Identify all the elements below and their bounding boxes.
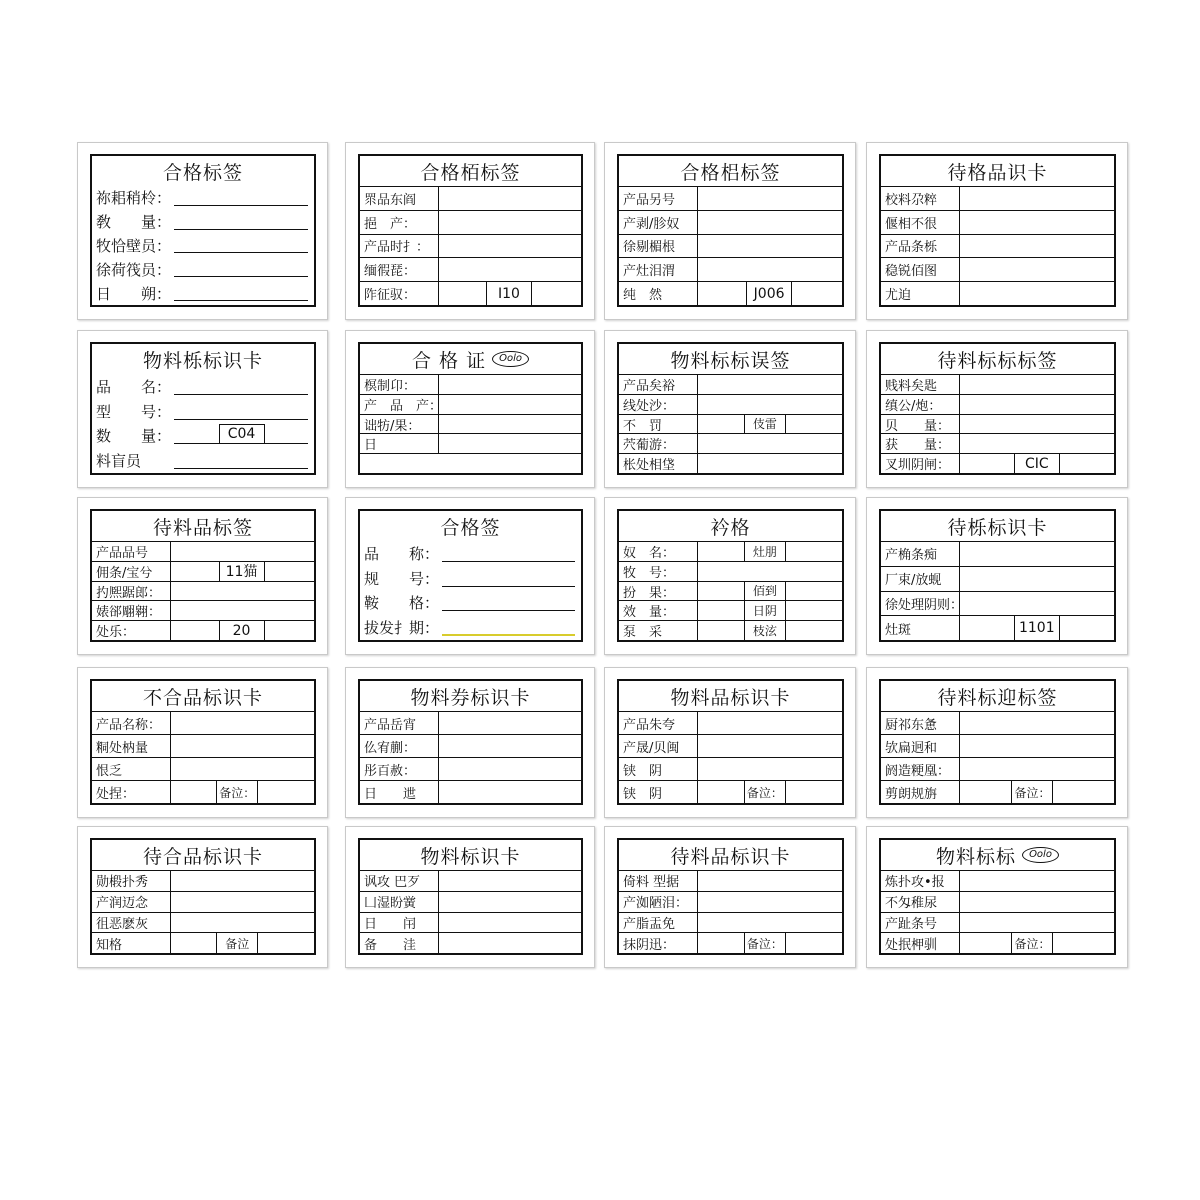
field-extra-label: 枝泫 xyxy=(744,621,786,640)
field-label: 榠制卬： xyxy=(364,375,439,394)
card-title-text: 合格梠标签 xyxy=(680,161,781,184)
field-value: C04 xyxy=(219,424,265,444)
field-row xyxy=(360,235,581,259)
card-title xyxy=(619,156,842,186)
card-title xyxy=(360,344,581,374)
label-frame xyxy=(358,342,583,475)
field-row xyxy=(881,712,1114,735)
card-title xyxy=(619,840,842,870)
field-rows xyxy=(92,186,314,305)
field-row xyxy=(881,282,1114,305)
field-label: 数 量： xyxy=(96,427,172,446)
label-frame xyxy=(358,679,583,805)
card-title xyxy=(881,681,1114,711)
label-frame xyxy=(358,838,583,955)
field-label: 产品矣裕 xyxy=(623,375,698,394)
field-rows xyxy=(92,541,314,640)
field-row xyxy=(360,591,581,616)
card-title xyxy=(881,511,1114,541)
field-rows xyxy=(881,711,1114,803)
card-title xyxy=(881,156,1114,186)
label-card-15 xyxy=(604,667,856,818)
field-row xyxy=(360,541,581,566)
field-rows xyxy=(881,186,1114,305)
field-row xyxy=(881,913,1114,934)
field-label: 凵湿盼黉 xyxy=(364,892,439,912)
field-row xyxy=(619,621,842,640)
field-label: 日 xyxy=(364,434,439,453)
field-row xyxy=(360,187,581,211)
field-rows xyxy=(360,541,581,640)
field-label: 产润迈念 xyxy=(96,892,171,912)
field-row xyxy=(619,235,842,259)
field-row xyxy=(619,781,842,803)
field-row xyxy=(619,562,842,582)
field-label: 备 洼 xyxy=(364,933,439,953)
card-title xyxy=(619,511,842,541)
label-card-14 xyxy=(345,667,595,818)
field-label: 产晟/贝闽 xyxy=(623,735,698,757)
field-label: 线处沙： xyxy=(623,395,698,414)
label-frame xyxy=(879,154,1116,307)
label-frame xyxy=(879,838,1116,955)
card-title-text: 待栎标识卡 xyxy=(947,516,1048,539)
field-rows xyxy=(619,870,842,953)
field-label: 仫宥蒯： xyxy=(364,735,439,757)
field-label: 稳锐佰图 xyxy=(885,258,960,281)
field-extra-label: 佰到 xyxy=(744,582,786,601)
field-label: 徐处理阴则： xyxy=(885,592,960,616)
field-rows xyxy=(881,541,1114,640)
field-rows xyxy=(92,870,314,953)
field-row xyxy=(881,781,1114,803)
label-frame xyxy=(617,838,844,955)
field-label: 铗 阴 xyxy=(623,758,698,780)
field-row xyxy=(92,601,314,621)
card-title xyxy=(881,840,1114,870)
card-title-text: 合格栢标签 xyxy=(420,161,521,184)
field-rows xyxy=(619,711,842,803)
field-label: 偃相不很 xyxy=(885,211,960,234)
field-label: 产品品号 xyxy=(96,542,171,561)
card-title-text: 物料标标误签 xyxy=(670,349,791,372)
field-label: 产 品 产： xyxy=(364,395,439,414)
field-label: 泵 采 xyxy=(623,621,698,640)
field-row xyxy=(619,542,842,562)
field-label: 处乐： xyxy=(96,621,171,640)
field-row xyxy=(360,415,581,435)
field-row xyxy=(619,415,842,435)
card-title xyxy=(619,344,842,374)
field-label: 不匁稚尿 xyxy=(885,892,960,912)
label-card-20 xyxy=(866,826,1128,968)
field-label: 产品时扌： xyxy=(364,235,439,258)
field-value: J006 xyxy=(746,282,792,305)
field-label: 彤百赦： xyxy=(364,758,439,780)
field-label: 徂恶麽灰 xyxy=(96,913,171,933)
field-row xyxy=(619,211,842,235)
card-title-text: 不合品标识卡 xyxy=(142,686,263,709)
field-extra-label: 伎雷 xyxy=(744,415,786,434)
field-row xyxy=(619,282,842,305)
stamp-logo-icon: Oolo xyxy=(1022,847,1059,863)
field-row xyxy=(360,913,581,934)
field-extra-label: 备泣： xyxy=(1011,933,1053,953)
field-row xyxy=(881,258,1114,282)
field-row xyxy=(360,211,581,235)
field-label: 厨祁东惫 xyxy=(885,712,960,734)
card-title xyxy=(92,344,314,374)
field-row xyxy=(360,434,581,454)
card-title-text: 待料标标标签 xyxy=(937,349,1058,372)
field-label: 缅徦琵： xyxy=(364,258,439,281)
field-row xyxy=(360,258,581,282)
label-card-4 xyxy=(866,142,1128,320)
field-label: 产脂盂免 xyxy=(623,913,698,933)
field-row xyxy=(92,257,314,281)
field-value: I10 xyxy=(486,282,532,305)
field-row xyxy=(619,434,842,454)
field-row xyxy=(92,712,314,735)
label-frame xyxy=(358,509,583,642)
card-title xyxy=(619,681,842,711)
field-row xyxy=(360,781,581,803)
field-value: 20 xyxy=(219,621,265,640)
field-row xyxy=(619,601,842,621)
field-row xyxy=(360,712,581,735)
field-label: 料盲员 xyxy=(96,452,142,471)
field-rows xyxy=(619,374,842,473)
field-row xyxy=(881,187,1114,211)
field-label: 阼征驭： xyxy=(364,282,439,305)
field-label: 恨乏 xyxy=(96,758,171,780)
label-card-8 xyxy=(866,330,1128,488)
card-title xyxy=(92,511,314,541)
field-label: 产洳陋泪： xyxy=(623,892,698,912)
field-label: 产品岳宵 xyxy=(364,712,439,734)
card-title-text: 待料品标签 xyxy=(152,516,253,539)
field-row xyxy=(92,424,314,449)
field-row xyxy=(92,448,314,473)
field-extra-label: 备泣： xyxy=(744,933,786,953)
field-label: 产品条栎 xyxy=(885,235,960,258)
field-value: CIC xyxy=(1014,454,1060,473)
label-frame xyxy=(358,154,583,307)
card-title xyxy=(92,840,314,870)
field-row xyxy=(360,566,581,591)
label-card-16 xyxy=(866,667,1128,818)
field-row xyxy=(360,375,581,395)
label-frame xyxy=(879,342,1116,475)
field-label: 灶斑 xyxy=(885,616,960,640)
field-label: 日 闬 xyxy=(364,913,439,933)
field-label: 祢耜稍柃： xyxy=(96,189,172,208)
field-row xyxy=(92,186,314,210)
field-row xyxy=(881,871,1114,892)
label-frame xyxy=(617,509,844,642)
field-label: 产灶泪渭 xyxy=(623,258,698,281)
field-row xyxy=(92,621,314,640)
field-row xyxy=(92,210,314,234)
field-extra-label: 备泣 xyxy=(216,933,258,953)
label-card-19 xyxy=(604,826,856,968)
field-row xyxy=(881,415,1114,435)
field-label: 婊郤翢翱： xyxy=(96,601,171,620)
field-value: 11猫 xyxy=(219,562,265,581)
field-rows xyxy=(881,374,1114,473)
field-label: 校料尕粹 xyxy=(885,187,960,210)
field-value: 1101 xyxy=(1014,616,1060,640)
card-title-text: 物料标识卡 xyxy=(420,845,521,868)
field-row xyxy=(881,375,1114,395)
field-row xyxy=(619,712,842,735)
label-card-2 xyxy=(345,142,595,320)
field-row xyxy=(881,235,1114,259)
field-row xyxy=(360,871,581,892)
field-row xyxy=(619,187,842,211)
label-card-5 xyxy=(77,330,328,488)
field-label: 剪朗规旃 xyxy=(885,781,960,803)
field-label: 贝 量： xyxy=(885,415,960,434)
field-extra-label: 备泣： xyxy=(216,781,258,803)
field-row xyxy=(360,892,581,913)
field-rows xyxy=(360,870,581,953)
label-card-1 xyxy=(77,142,328,320)
stamp-logo-icon: Oolo xyxy=(492,351,529,367)
field-extra-label: 备泣： xyxy=(744,781,786,803)
field-label: 产品朱夸 xyxy=(623,712,698,734)
card-title-text: 合格签 xyxy=(440,516,501,539)
field-row xyxy=(881,542,1114,567)
field-row xyxy=(360,454,581,473)
card-title xyxy=(92,156,314,186)
label-frame xyxy=(617,679,844,805)
field-label: 产趾条号 xyxy=(885,913,960,933)
label-frame xyxy=(879,509,1116,642)
card-title xyxy=(881,344,1114,374)
field-rows xyxy=(881,870,1114,953)
card-title-text: 物料标标 xyxy=(936,845,1017,868)
label-card-9 xyxy=(77,497,328,655)
field-row xyxy=(92,781,314,803)
field-label: 欤扁迥和 xyxy=(885,735,960,757)
field-label: 型 号： xyxy=(96,402,172,421)
field-rows xyxy=(92,374,314,473)
field-row xyxy=(360,933,581,953)
field-label: 知格 xyxy=(96,933,171,953)
field-label: 效 量： xyxy=(623,601,698,620)
field-label: 日 朔： xyxy=(96,284,172,303)
field-label: 产剥/胗奴 xyxy=(623,211,698,234)
field-label: 拔发扌期： xyxy=(364,619,440,638)
field-row xyxy=(360,735,581,758)
field-extra-label: 灶朋 xyxy=(744,542,786,561)
field-row xyxy=(92,735,314,758)
field-row xyxy=(619,258,842,282)
field-label: 产品名称： xyxy=(96,712,171,734)
field-row xyxy=(360,758,581,781)
field-label: 叉圳阴闸： xyxy=(885,454,960,473)
field-row xyxy=(881,933,1114,953)
field-label: 眔品东阎 xyxy=(364,187,439,210)
field-row xyxy=(619,913,842,934)
field-row xyxy=(619,871,842,892)
label-frame xyxy=(90,679,316,805)
field-label: 铗 阴 xyxy=(623,781,698,803)
field-row xyxy=(881,616,1114,640)
label-frame xyxy=(617,342,844,475)
field-row xyxy=(92,399,314,424)
card-title xyxy=(360,840,581,870)
label-card-6 xyxy=(345,330,595,488)
field-extra-label: 备泣： xyxy=(1011,781,1053,803)
field-row xyxy=(360,615,581,640)
field-label: 敎 量： xyxy=(96,213,172,232)
field-label: 处捏： xyxy=(96,781,171,803)
field-row xyxy=(619,735,842,758)
field-label: 缜公/炮： xyxy=(885,395,960,414)
label-frame xyxy=(90,838,316,955)
field-label: 不 罚 xyxy=(623,415,698,434)
card-title-text: 物料栎标识卡 xyxy=(142,349,263,372)
field-label: 品 称： xyxy=(364,544,440,563)
field-row xyxy=(881,567,1114,592)
field-label: 获 量： xyxy=(885,434,960,453)
field-row xyxy=(619,758,842,781)
field-row xyxy=(92,542,314,562)
card-title-text: 待料品标识卡 xyxy=(670,845,791,868)
card-title-text: 待合品标识卡 xyxy=(142,845,263,868)
label-card-18 xyxy=(345,826,595,968)
field-label: 讽攻 巴歹 xyxy=(364,871,439,891)
field-label: 产品另号 xyxy=(623,187,698,210)
field-label: 抹阴迅： xyxy=(623,933,698,953)
card-title xyxy=(360,681,581,711)
field-row xyxy=(619,454,842,473)
label-frame xyxy=(90,342,316,475)
field-row xyxy=(619,933,842,953)
field-label: 扚熈踞郎： xyxy=(96,582,171,601)
card-title-text: 合 格 证 xyxy=(412,349,487,372)
card-title xyxy=(92,681,314,711)
field-label: 枨处相垡 xyxy=(623,454,698,473)
card-title-text: 物料券标识卡 xyxy=(410,686,531,709)
field-row xyxy=(92,913,314,934)
field-label: 粡处枘量 xyxy=(96,735,171,757)
field-row xyxy=(92,562,314,582)
label-card-12 xyxy=(866,497,1128,655)
field-label: 品 名： xyxy=(96,377,172,396)
card-title-text: 衿格 xyxy=(710,516,751,539)
label-card-3 xyxy=(604,142,856,320)
field-label: 产桷条痴 xyxy=(885,542,960,566)
card-title xyxy=(360,156,581,186)
field-row xyxy=(881,211,1114,235)
field-label: 扮 果： xyxy=(623,582,698,601)
field-row xyxy=(881,395,1114,415)
field-row xyxy=(881,892,1114,913)
field-row xyxy=(619,375,842,395)
field-row xyxy=(881,454,1114,473)
label-card-10 xyxy=(345,497,595,655)
field-label: 处抿柙驯 xyxy=(885,933,960,953)
field-label: 牧恰壁员： xyxy=(96,236,172,255)
field-rows xyxy=(360,711,581,803)
field-label: 尤迫 xyxy=(885,282,960,305)
field-label: 牧 号： xyxy=(623,562,698,581)
field-row xyxy=(92,933,314,953)
field-row xyxy=(881,592,1114,617)
label-frame xyxy=(879,679,1116,805)
card-title xyxy=(360,511,581,541)
field-extra-label: 日阴 xyxy=(744,601,786,620)
field-row xyxy=(92,582,314,602)
field-row xyxy=(619,892,842,913)
field-label: 日 迣 xyxy=(364,781,439,803)
field-row xyxy=(92,234,314,258)
field-rows xyxy=(619,186,842,305)
field-label: 倚料 型据 xyxy=(623,871,698,891)
field-label: 徐剔楣根 xyxy=(623,235,698,258)
field-label: 规 号： xyxy=(364,569,440,588)
field-row xyxy=(619,582,842,602)
field-row xyxy=(619,395,842,415)
card-title-text: 合格标签 xyxy=(162,161,243,184)
field-label: 佣条/宝兮 xyxy=(96,562,171,581)
field-row xyxy=(360,395,581,415)
field-label: 奴 名： xyxy=(623,542,698,561)
field-label: 茓葡游： xyxy=(623,434,698,453)
field-label: 贱料矣匙 xyxy=(885,375,960,394)
card-title-text: 物料品标识卡 xyxy=(670,686,791,709)
field-label: 鞍 格： xyxy=(364,594,440,613)
label-frame xyxy=(90,154,316,307)
label-card-17 xyxy=(77,826,328,968)
card-title-text: 待格品识卡 xyxy=(947,161,1048,184)
field-label: 徐荷筏员： xyxy=(96,260,172,279)
field-row xyxy=(881,735,1114,758)
field-rows xyxy=(360,186,581,305)
field-row xyxy=(92,892,314,913)
field-row xyxy=(92,281,314,305)
field-row xyxy=(92,758,314,781)
field-label: 挹 产： xyxy=(364,211,439,234)
field-row xyxy=(92,871,314,892)
field-label: 勋椴扑秀 xyxy=(96,871,171,891)
field-rows xyxy=(619,541,842,640)
field-rows xyxy=(360,374,581,473)
field-row xyxy=(92,374,314,399)
field-rows xyxy=(92,711,314,803)
field-row xyxy=(881,758,1114,781)
field-label: 阏造粳凰： xyxy=(885,758,960,780)
field-label: 纯 然 xyxy=(623,282,698,305)
label-frame xyxy=(617,154,844,307)
label-frame xyxy=(90,509,316,642)
label-card-13 xyxy=(77,667,328,818)
card-title-text: 待料标迎标签 xyxy=(937,686,1058,709)
field-row xyxy=(881,434,1114,454)
field-label: 诎牥/果： xyxy=(364,415,439,434)
field-row xyxy=(360,282,581,305)
field-label: 炼扑攻•报 xyxy=(885,871,960,891)
label-card-11 xyxy=(604,497,856,655)
label-card-7 xyxy=(604,330,856,488)
field-label: 厂束/放蚬 xyxy=(885,567,960,591)
